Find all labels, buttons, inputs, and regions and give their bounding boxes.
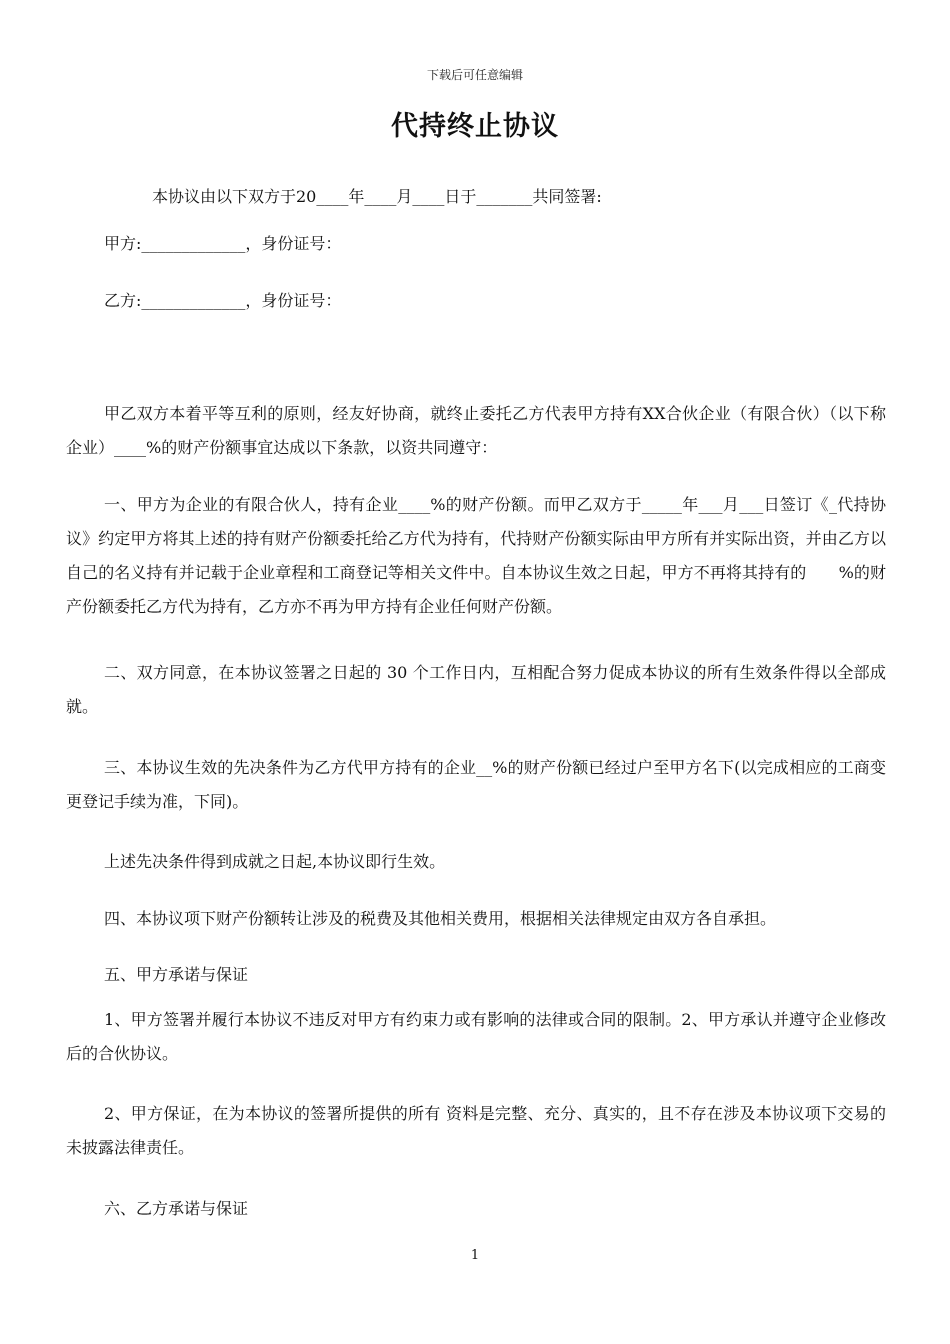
clause-5-1-paragraph: 1、甲方签署并履行本协议不违反对甲方有约束力或有影响的法律或合同的限制。2、甲方承认并遵守企业修改后的合伙协议。: [66, 1010, 886, 1063]
clause-1-paragraph: 一、甲方为企业的有限合伙人，持有企业____%的财产份额。而甲乙双方于_____年___月___日签订《_代持协议》约定甲方将其上述的持有财产份额委托给乙方代为持有，代持财产份额实际由甲方所有并实际出资，并由乙方以自己的名义持有并记载于企业章程和工商登记等相关文件中。自本协议生效之日起，甲方不再将其持有的 %的财产份额委托乙方代为持有，乙方亦不再为甲方持有企业任何财产份额。: [66, 495, 886, 616]
clause-5-heading: 五、甲方承诺与保证: [104, 965, 249, 984]
preamble-paragraph: 甲乙双方本着平等互利的原则，经友好协商，就终止委托乙方代表甲方持有XX合伙企业（有限合伙）（以下称企业）____%的财产份额事宜达成以下条款，以资共同遵守：: [66, 404, 886, 457]
clause-3-note: 上述先决条件得到成就之日起,本协议即行生效。: [104, 852, 446, 871]
clause-5-2-paragraph: 2、甲方保证，在为本协议的签署所提供的所有 资料是完整、充分、真实的，且不存在涉及本协议项下交易的未披露法律责任。: [66, 1104, 886, 1157]
document-title: 代持终止协议: [391, 111, 559, 142]
party-b-line: 乙方:_____________，身份证号：: [104, 291, 342, 310]
clause-3-paragraph: 三、本协议生效的先决条件为乙方代甲方持有的企业__%的财产份额已经过户至甲方名下(以完成相应的工商变更登记手续为准，下同)。: [66, 758, 886, 811]
header-note: 下载后可任意编辑: [426, 68, 523, 82]
clause-2-paragraph: 二、双方同意，在本协议签署之日起的 30 个工作日内，互相配合努力促成本协议的所有生效条件得以全部成就。: [66, 663, 886, 716]
signing-line: 本协议由以下双方于20____年____月____日于_______共同签署:: [152, 187, 602, 206]
page-number: 1: [470, 1248, 480, 1263]
party-a-line: 甲方:_____________，身份证号：: [104, 234, 342, 253]
clause-6-heading: 六、乙方承诺与保证: [104, 1199, 249, 1218]
clause-4-paragraph: 四、本协议项下财产份额转让涉及的税费及其他相关费用，根据相关法律规定由双方各自承担。: [104, 909, 777, 928]
